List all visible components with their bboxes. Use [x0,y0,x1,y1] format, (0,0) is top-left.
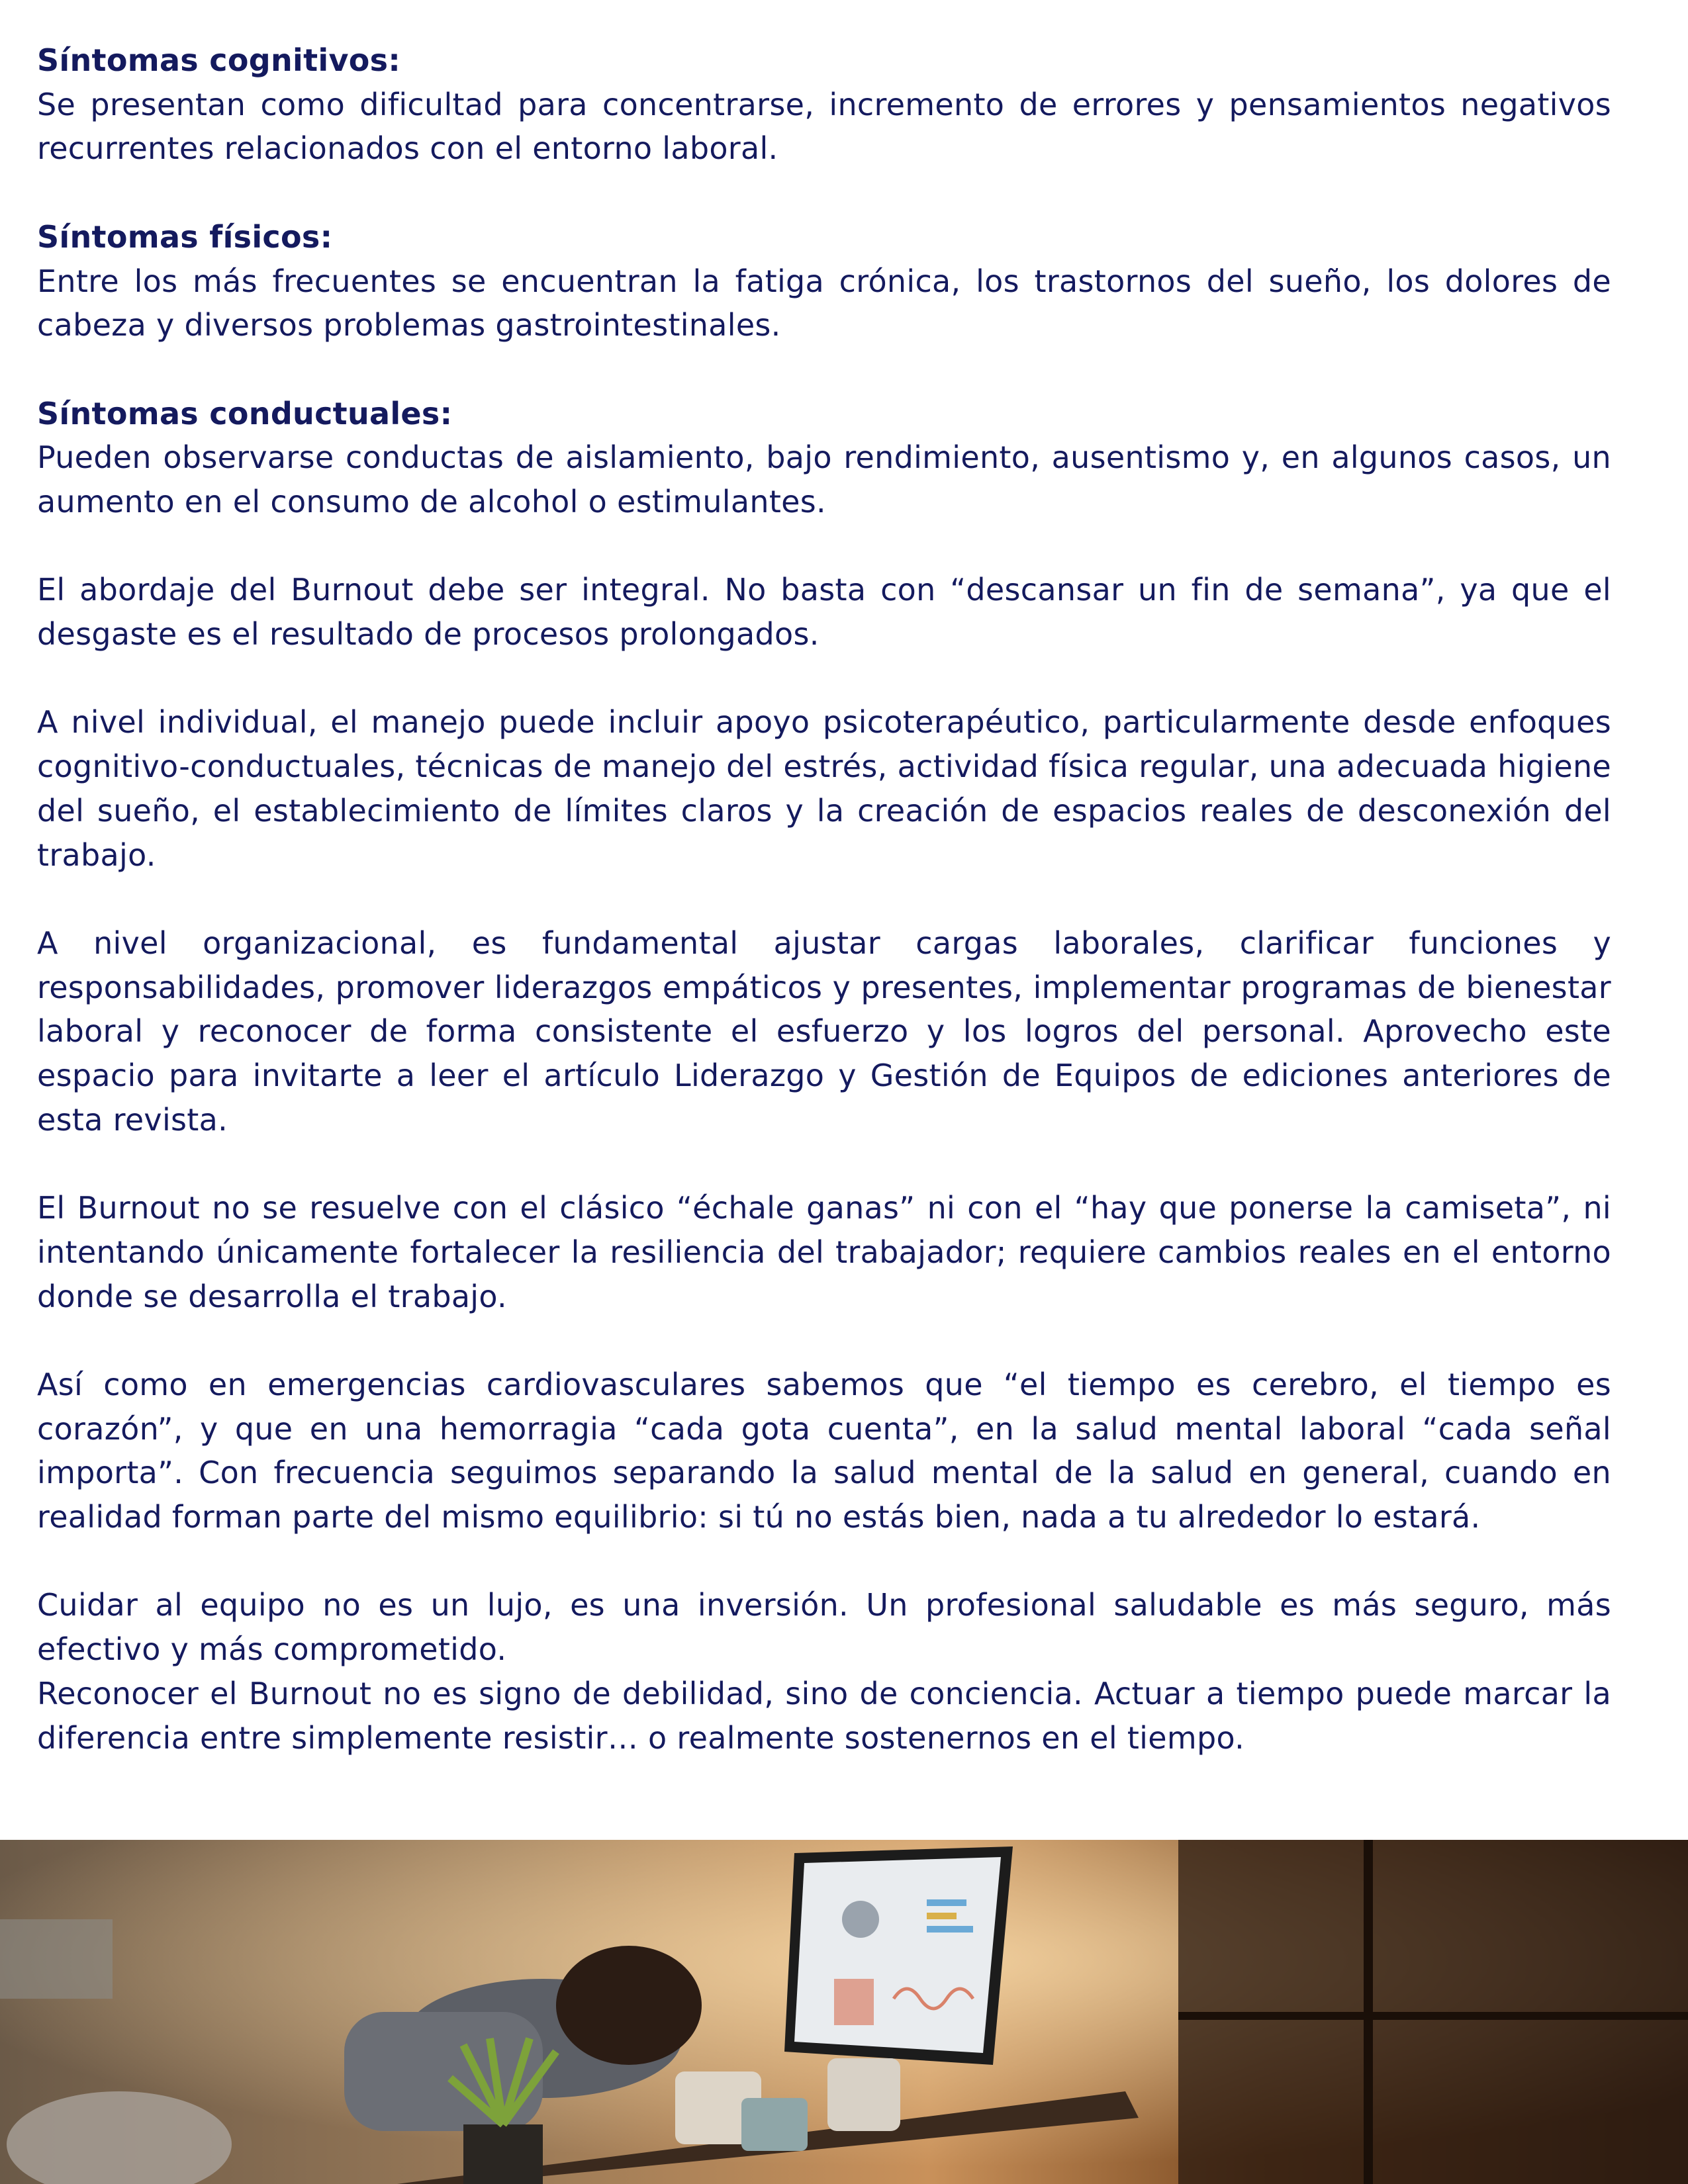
paragraph-organizational: A nivel organizacional, es fundamental ajustar cargas laborales, clarificar funciones y responsabilidades, promover liderazgos empáticos y presentes, implementar programas de bienestar laboral y reconocer de forma consistente el esfuerzo y los logros del personal. Aprovecho este espacio para invitarte a leer el artículo Liderazgo y Gestión de Equipos de ediciones anteriores de esta revista. [37,925,1611,1138]
section-body: Pueden observarse conductas de aislamiento, bajo rendimiento, ausentismo y, en algunos casos, un aumento en el consumo de alcohol o estimulantes. [37,439,1611,520]
paragraph-changes: El Burnout no se resuelve con el clásico “échale ganas” ni con el “hay que ponerse la camiseta”, ni intentando únicamente fortalecer la resiliencia del trabajador; requiere cambios reales en el entorno donde se desarrolla el trabajo. [37,1190,1611,1314]
paragraph-mental-health: Así como en emergencias cardiovasculares sabemos que “el tiempo es cerebro, el tiempo es corazón”, y que en una hemorragia “cada gota cuenta”, en la salud mental laboral “cada señal importa”. Con frecuencia seguimos separando la salud mental de la salud en general, cuando en realidad forman parte del mismo equilibrio: si tú no estás bien, nada a tu alrededor lo estará. [37,1366,1611,1535]
section-physical [37,215,1611,347]
paragraph-conclusion: Reconocer el Burnout no es signo de debilidad, sino de conciencia. Actuar a tiempo puede marcar la diferencia entre simplemente resistir… o realmente sostenernos en el tiempo. [37,1675,1611,1756]
section-heading: Síntomas físicos: [37,218,333,255]
paragraph-approach: El abordaje del Burnout debe ser integral. No basta con “descansar un fin de semana”, ya que el desgaste es el resultado de procesos prolongados. [37,572,1611,653]
section-heading: Síntomas conductuales: [37,395,453,432]
paragraph-individual: A nivel individual, el manejo puede incluir apoyo psicoterapéutico, particularmente desde enfoques cognitivo-conductuales, técnicas de manejo del estrés, actividad física regular, una adecuada higiene del sueño, el establecimiento de límites claros y la creación de espacios reales de desconexión del trabajo. [37,704,1611,873]
section-heading: Síntomas cognitivos: [37,42,401,78]
paragraph-team-care: Cuidar al equipo no es un lujo, es una inversión. Un profesional saludable es más seguro, más efectivo y más comprometido. [37,1587,1611,1668]
burnout-office-photo [0,1840,1688,2184]
section-body: Entre los más frecuentes se encuentran la fatiga crónica, los trastornos del sueño, los dolores de cabeza y diversos problemas gastrointestinales. [37,263,1611,343]
photo-illustration [0,1840,1688,2184]
article-body [37,38,1611,1804]
section-behavioral [37,392,1611,524]
section-body: Se presentan como dificultad para concentrarse, incremento de errores y pensamientos negativos recurrentes relacionados con el entorno laboral. [37,86,1611,167]
section-cognitive [37,38,1611,171]
